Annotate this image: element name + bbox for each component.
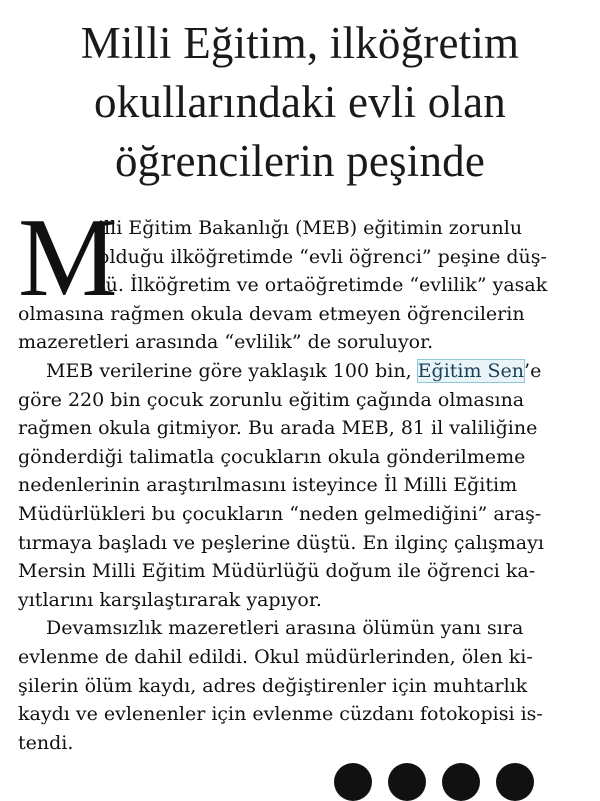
paragraph-2-line: Mersin Milli Eğitim Müdürlüğü doğum ile öğrenci ka- <box>18 560 536 583</box>
paragraph-3-line: Devamsızlık mazeretleri arasına ölümün yanı sıra <box>46 617 524 640</box>
paragraph-3-line: kaydı ve evlenenler için evlenme cüzdanı fotokopisi is- <box>18 703 543 726</box>
paragraph-2-text: MEB verilerine göre yaklaşık 100 bin, <box>46 359 418 382</box>
paragraph-2-line: yıtlarını karşılaştırarak yapıyor. <box>18 588 322 611</box>
paragraph-2-line: gönderdiği talimatla çocukların okula gönderilmeme <box>18 445 526 468</box>
headline-line-2: okullarındaki evli olan <box>94 77 506 127</box>
highlighted-term[interactable]: Eğitim Sen <box>417 359 525 382</box>
paragraph-2-line: Müdürlükleri bu çocukların “neden gelmediğini” araş- <box>18 502 542 525</box>
paragraph-2-line: göre 220 bin çocuk zorunlu eğitim çağında olmasına <box>18 388 525 411</box>
headline-line-3: öğrencilerin peşinde <box>114 136 486 186</box>
headline <box>0 14 600 191</box>
paragraph-3-line: tendi. <box>18 731 74 754</box>
paragraph-2-line: nedenlerinin araştırılmasını isteyince İl Milli Eğitim <box>18 474 518 497</box>
paragraph-1-line: tü. İlköğretim ve ortaöğretimde “evlilik” yasak <box>98 274 548 297</box>
article-body <box>18 214 564 757</box>
paragraph-1-line: olmasına rağmen okula devam etmeyen öğrencilerin <box>18 302 525 325</box>
toolbar-button[interactable] <box>496 763 534 801</box>
headline-line-1: Milli Eğitim, ilköğretim <box>80 18 520 68</box>
drop-cap: M <box>18 196 118 320</box>
paragraph-1-line: illi Eğitim Bakanlığı (MEB) eğitimin zorunlu <box>98 217 523 239</box>
paragraph-3-line: evlenme de dahil edildi. Okul müdürlerinden, ölen ki- <box>18 645 533 668</box>
paragraph-2-line: tırmaya başladı ve peşlerine düştü. En ilginç çalışmayı <box>18 531 544 554</box>
toolbar-button[interactable] <box>442 763 480 801</box>
paragraph-2-first-line <box>18 357 564 386</box>
paragraph-1-line: mazeretleri arasında “evlilik” de soruluyor. <box>18 331 434 354</box>
paragraph-2-text: ’e <box>524 359 542 382</box>
toolbar-button[interactable] <box>388 763 426 801</box>
toolbar-button[interactable] <box>334 763 372 801</box>
viewer-toolbar <box>334 763 534 801</box>
paragraph-2-line: rağmen okula gitmiyor. Bu arada MEB, 81 il valiliğine <box>18 417 538 440</box>
paragraph-1-line: olduğu ilköğretimde “evli öğrenci” peşine düş- <box>98 245 547 268</box>
paragraph-3-line: şilerin ölüm kaydı, adres değiştirenler için muhtarlık <box>18 674 528 697</box>
